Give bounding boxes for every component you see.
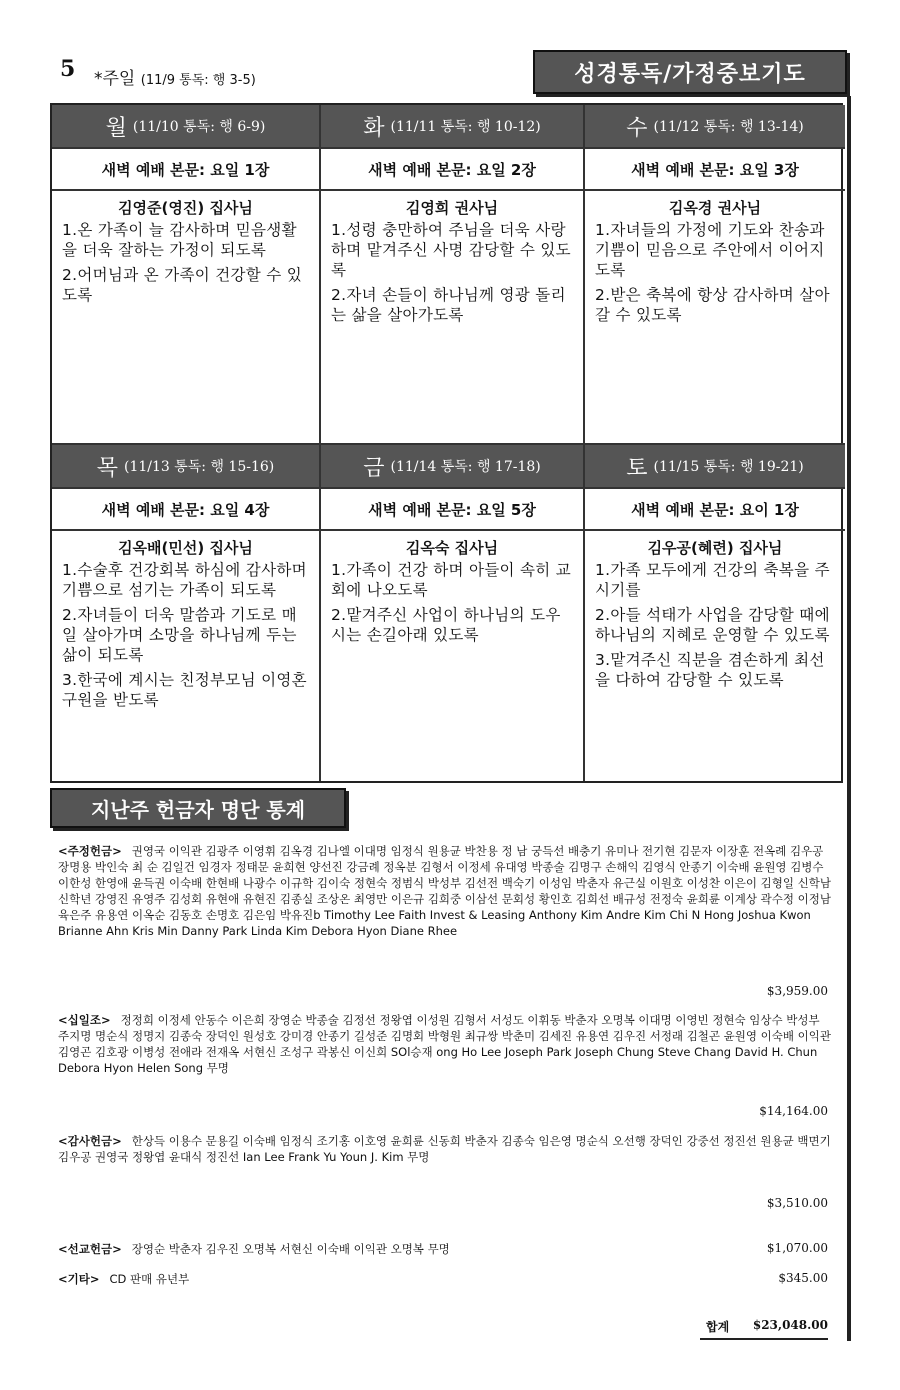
prayer-item: 1.가족이 건강 하며 아들이 속히 교회에 나오도록 xyxy=(331,561,572,599)
day-cell-sat xyxy=(585,445,845,781)
sermon-text: 새벽 예배 본문: 요일 5장 xyxy=(321,489,583,531)
prayer-list xyxy=(52,560,319,710)
offering-names: 정정희 이정세 안동수 이은희 장영순 박종술 김정선 정왕엽 이성원 김형서 서성도 이휘동 박춘자 오명복 이대명 이영빈 정현숙 임상수 박성부 주지명 명순식 정명지 김종숙 장덕인 원성호 강미경 안종기 길성준 김명회 박형원 최규쌍 박춘미 김세진 유용연 김우진 서정래 김철곤 윤원영 이숙배 이익관 김영곤 김호광 이병성 전애라 전재옥 서현신 조성구 곽봉신 이신희 SOl승재 ong Ho Lee Joseph Park Joseph Chung Steve Chang David H. Chun Debora Hyon Helen Song 무명 xyxy=(58,1013,831,1075)
offering-amount: $3,959.00 xyxy=(766,984,828,998)
person-name: 김우공(혜련) 집사님 xyxy=(647,539,783,557)
offering-names: 한상득 이용수 문용길 이숙배 임정식 조기홍 이호영 윤희륜 신동희 박춘자 김종숙 임은영 명순식 오선행 장덕인 강중선 정진선 원용균 백면기 김우공 권영국 정왕엽 윤대식 정진선 Ian Lee Frank Yu Youn J. Kim 무명 xyxy=(58,1134,831,1164)
prayer-item: 3.한국에 계시는 친정부모님 이영혼구원을 받도록 xyxy=(62,671,307,709)
day-cell-thu xyxy=(52,445,321,781)
prayer-item: 2.자녀 손들이 하나님께 영광 돌리는 삶을 살아가도록 xyxy=(331,286,566,324)
prayer-item: 1.수술후 건강회복 하심에 감사하며 기쁨으로 섬기는 가족이 되도록 xyxy=(62,561,307,599)
day-header xyxy=(321,445,583,489)
page-number: 5 xyxy=(60,56,76,82)
prayer-item: 3.맡겨주신 직분을 겸손하게 최선을 다하여 감당할 수 있도록 xyxy=(595,651,825,689)
sermon-text: 새벽 예배 본문: 요일 2장 xyxy=(321,149,583,191)
person-name: 김옥배(민선) 집사님 xyxy=(118,539,253,557)
prayer-list xyxy=(321,220,583,325)
day-name: 수 xyxy=(626,115,648,141)
offering-amount: $1,070.00 xyxy=(766,1241,828,1255)
offering-label: <주정헌금> xyxy=(58,844,122,858)
day-name: 목 xyxy=(96,455,118,481)
day-reading: (11/10 통독: 행 6-9) xyxy=(132,119,266,135)
sunday-reading-range: (11/9 통독: 행 3-5) xyxy=(140,73,256,88)
prayer-item: 1.가족 모두에게 건강의 축복을 주시기를 xyxy=(595,561,830,599)
total-label: 합계 xyxy=(706,1320,730,1334)
person-name: 김옥경 권사님 xyxy=(668,199,762,217)
day-cell-tue xyxy=(321,105,585,445)
offering-label: <감사헌금> xyxy=(58,1134,122,1148)
sunday-label: *주일 xyxy=(94,69,136,89)
day-cell-wed xyxy=(585,105,845,445)
prayer-list xyxy=(52,220,319,305)
total-amount: $23,048.00 xyxy=(752,1318,828,1332)
offering-names: 장영순 박춘자 김우진 오명복 서현신 이숙배 이익관 오명복 무명 xyxy=(131,1242,450,1256)
day-name: 화 xyxy=(363,115,385,141)
prayer-list xyxy=(585,560,845,690)
day-reading: (11/14 통독: 행 17-18) xyxy=(390,459,541,475)
day-header xyxy=(52,105,319,149)
prayer-item: 2.아들 석태가 사업을 감당할 때에 하나님의 지혜로 운영할 수 있도록 xyxy=(595,606,830,644)
prayer-item: 2.받은 축복에 항상 감사하며 살아 갈 수 있도록 xyxy=(595,286,830,324)
day-cell-mon xyxy=(52,105,321,445)
day-reading: (11/15 통독: 행 19-21) xyxy=(653,459,804,475)
daily-prayer-grid xyxy=(50,103,843,783)
offering-category-mission xyxy=(58,1241,698,1257)
offering-label: <기타> xyxy=(58,1272,100,1286)
sermon-text: 새벽 예배 본문: 요일 4장 xyxy=(52,489,319,531)
sermon-text: 새벽 예배 본문: 요일 1장 xyxy=(52,149,319,191)
offering-amount: $3,510.00 xyxy=(766,1196,828,1210)
prayer-item: 2.자녀들이 더욱 말씀과 기도로 매일 살아가며 소망을 하나님께 두는 삶이 되도록 xyxy=(62,606,297,664)
section-title: 성경통독/가정중보기도 xyxy=(533,50,847,94)
person-name: 김옥숙 집사님 xyxy=(405,539,499,557)
offering-category-thanks xyxy=(58,1133,833,1165)
prayer-item: 1.성령 충만하여 주님을 더욱 사랑하며 맡겨주신 사명 감당할 수 있도록 xyxy=(331,221,571,279)
prayer-list xyxy=(585,220,845,325)
day-header xyxy=(321,105,583,149)
offering-label: <선교헌금> xyxy=(58,1242,122,1256)
day-header xyxy=(585,445,845,489)
offering-category-tithe xyxy=(58,1012,833,1076)
total-underline xyxy=(700,1338,828,1340)
offering-category-other xyxy=(58,1271,698,1287)
day-reading: (11/13 통독: 행 15-16) xyxy=(123,459,275,475)
day-reading: (11/12 통독: 행 13-14) xyxy=(653,119,804,135)
offering-category-tithe-weekly xyxy=(58,843,833,939)
offering-names: 권영국 이익관 김광주 이영휘 김옥경 김나엘 이대명 임정식 원용균 박찬용 정 남 궁득선 배충기 유미나 전기현 김문자 이장훈 전옥례 김우공 장명용 박인숙 최 순 김일건 임경자 정태문 윤희현 양선진 강금례 정옥분 김형서 이정세 유대영 박종술 김명구 손해익 김영식 안종기 이숙배 윤원영 김병수 이한성 한영애 윤득권 이숙배 한현배 나광수 이규학 김이숙 정현숙 정범식 박성부 김선전 백숙기 이성임 박춘자 유근실 이원호 이성찬 이은이 김형일 신학남 신학년 강영진 유영주 김성회 유현애 유현진 김종실 조상온 최영만 이은규 김희중 이삼선 문회성 황인호 김희선 배규성 전정숙 윤희륜 이계상 곽수정 이정남 육은주 유용연 이옥순 김동호 손명호 김은임 박유진b Timothy Lee Faith Invest & Leasing Anthony Kim Andre Kim Chi N Hong Joshua Kwon Brianne Ahn Kris Min Danny Park Linda Kim Debora Hyon Diane Rhee xyxy=(58,844,831,938)
offering-stats-title: 지난주 헌금자 명단 통계 xyxy=(50,788,346,828)
offering-label: <십일조> xyxy=(58,1013,111,1027)
prayer-item: 2.어머님과 온 가족이 건강할 수 있도록 xyxy=(62,266,303,304)
prayer-list xyxy=(321,560,583,645)
day-reading: (11/11 통독: 행 10-12) xyxy=(390,119,541,135)
prayer-item: 2.맡겨주신 사업이 하나님의 도우시는 손길아래 있도록 xyxy=(331,606,561,644)
day-name: 금 xyxy=(363,455,385,481)
sermon-text: 새벽 예배 본문: 요일 3장 xyxy=(585,149,845,191)
day-name: 월 xyxy=(105,115,127,141)
offering-amount: $14,164.00 xyxy=(759,1104,828,1118)
day-name: 토 xyxy=(626,455,648,481)
sunday-reading xyxy=(94,64,256,89)
prayer-item: 1.자녀들의 가정에 기도와 찬송과 기쁨이 믿음으로 주안에서 이어지도록 xyxy=(595,221,825,279)
offering-names: CD 판매 유년부 xyxy=(109,1272,190,1286)
day-cell-fri xyxy=(321,445,585,781)
person-name: 김영준(영진) 집사님 xyxy=(118,199,253,217)
person-name: 김영희 권사님 xyxy=(405,199,499,217)
prayer-item: 1.온 가족이 늘 감사하며 믿음생활을 더욱 잘하는 가정이 되도록 xyxy=(62,221,297,259)
right-border xyxy=(847,96,851,1341)
offering-amount: $345.00 xyxy=(778,1271,828,1285)
sermon-text: 새벽 예배 본문: 요이 1장 xyxy=(585,489,845,531)
day-header xyxy=(585,105,845,149)
day-header xyxy=(52,445,319,489)
